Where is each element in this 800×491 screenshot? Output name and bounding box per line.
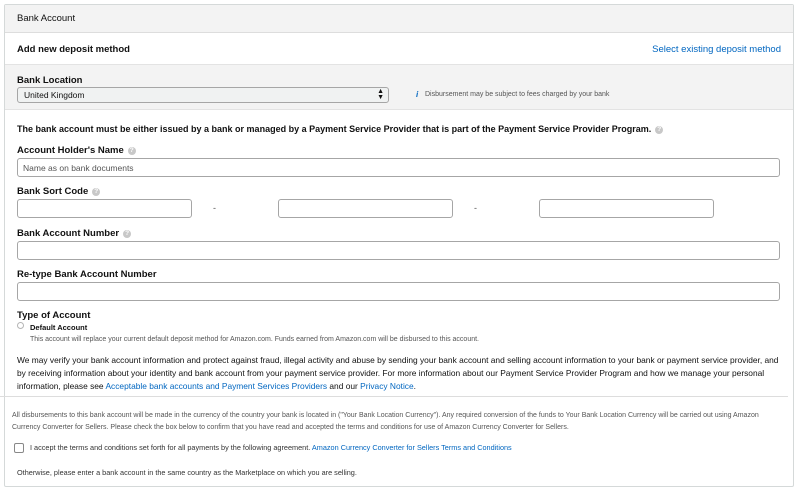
psp-intro-label: The bank account must be either issued by a bank or managed by a Payment Service Provider that is part of the Payment Service Provider Program. <box>17 124 652 134</box>
verification-notice <box>17 354 787 393</box>
default-account-label: Default Account <box>30 323 88 332</box>
updown-arrows-icon: ▲ ▼ <box>377 88 384 101</box>
disbursement-fee-note: Disbursement may be subject to fees charged by your bank <box>425 91 610 98</box>
bank-location-select[interactable] <box>17 87 389 103</box>
deposit-method-title: Add new deposit method <box>17 44 130 55</box>
retype-account-number-input[interactable] <box>17 282 780 301</box>
select-existing-deposit-link[interactable]: Select existing deposit method <box>652 44 781 55</box>
currency-converter-terms-link[interactable]: Amazon Currency Converter for Sellers Terms and Conditions <box>311 443 512 452</box>
account-number-label-text: Bank Account Number <box>17 228 120 239</box>
privacy-notice-link[interactable]: Privacy Notice <box>360 381 414 391</box>
question-circle-icon[interactable]: ? <box>128 147 136 155</box>
acceptable-accounts-link[interactable]: Acceptable bank accounts and Payment Services Providers <box>105 381 328 391</box>
default-account-radio[interactable] <box>17 322 24 329</box>
account-holder-label-text: Account Holder's Name <box>17 145 124 156</box>
sort-code-separator: - <box>213 203 216 213</box>
sort-code-separator: - <box>474 203 477 213</box>
sort-code-input-1[interactable] <box>17 199 192 218</box>
account-number-label <box>17 228 131 239</box>
accept-terms-label <box>30 443 512 452</box>
account-type-label: Type of Account <box>17 310 91 321</box>
account-holder-input[interactable]: Name as on bank documents <box>17 158 780 177</box>
account-holder-label <box>17 145 136 156</box>
bank-location-label: Bank Location <box>17 75 83 86</box>
sort-code-label <box>17 186 100 197</box>
panel-header <box>5 5 793 33</box>
panel-title: Bank Account <box>17 13 76 24</box>
retype-account-number-label: Re-type Bank Account Number <box>17 269 157 280</box>
question-circle-icon[interactable]: ? <box>92 188 100 196</box>
question-circle-icon[interactable]: ? <box>123 230 131 238</box>
sort-code-input-2[interactable] <box>278 199 453 218</box>
sort-code-input-3[interactable] <box>539 199 714 218</box>
accept-terms-checkbox[interactable] <box>14 443 24 453</box>
disbursement-currency-text: All disbursements to this bank account will be made in the currency of the country your bank is located in ("Your Bank Location Currency"). Any required conversion of the funds to Your Bank Location Currency will be carried out using Amazon Currency Converter for Sellers. Please check the box below to confirm that you have read and accepted the terms and conditions for use of Amazon Currency Converter for Sellers. <box>12 412 759 431</box>
sort-code-label-text: Bank Sort Code <box>17 186 89 197</box>
otherwise-note: Otherwise, please enter a bank account in the same country as the Marketplace on which you are selling. <box>17 468 357 477</box>
bank-location-value: United Kingdom <box>24 90 85 100</box>
psp-intro-text <box>17 124 663 134</box>
question-circle-icon[interactable]: ? <box>655 126 663 134</box>
bank-location-section <box>5 65 793 110</box>
verification-text-and: and our <box>327 381 361 391</box>
info-icon: i <box>416 90 419 99</box>
verification-text-end: . <box>413 381 416 391</box>
verification-text: We may verify your bank account information and protect against fraud, illegal activity and abuse by sending your bank account and selling account information to your bank or payment service provider, and by receiving information about your identity and bank account from your payment service provider. For more information about our Payment Service Provider Program and how we manage your personal information, please see <box>17 355 779 391</box>
deposit-method-header <box>5 33 793 65</box>
default-account-description: This account will replace your current default deposit method for Amazon.com. Funds earned from Amazon.com will be disbursed to this account. <box>30 336 479 343</box>
accept-terms-text: I accept the terms and conditions set forth for all payments by the following agreement. <box>30 443 311 452</box>
account-number-input[interactable] <box>17 241 780 260</box>
